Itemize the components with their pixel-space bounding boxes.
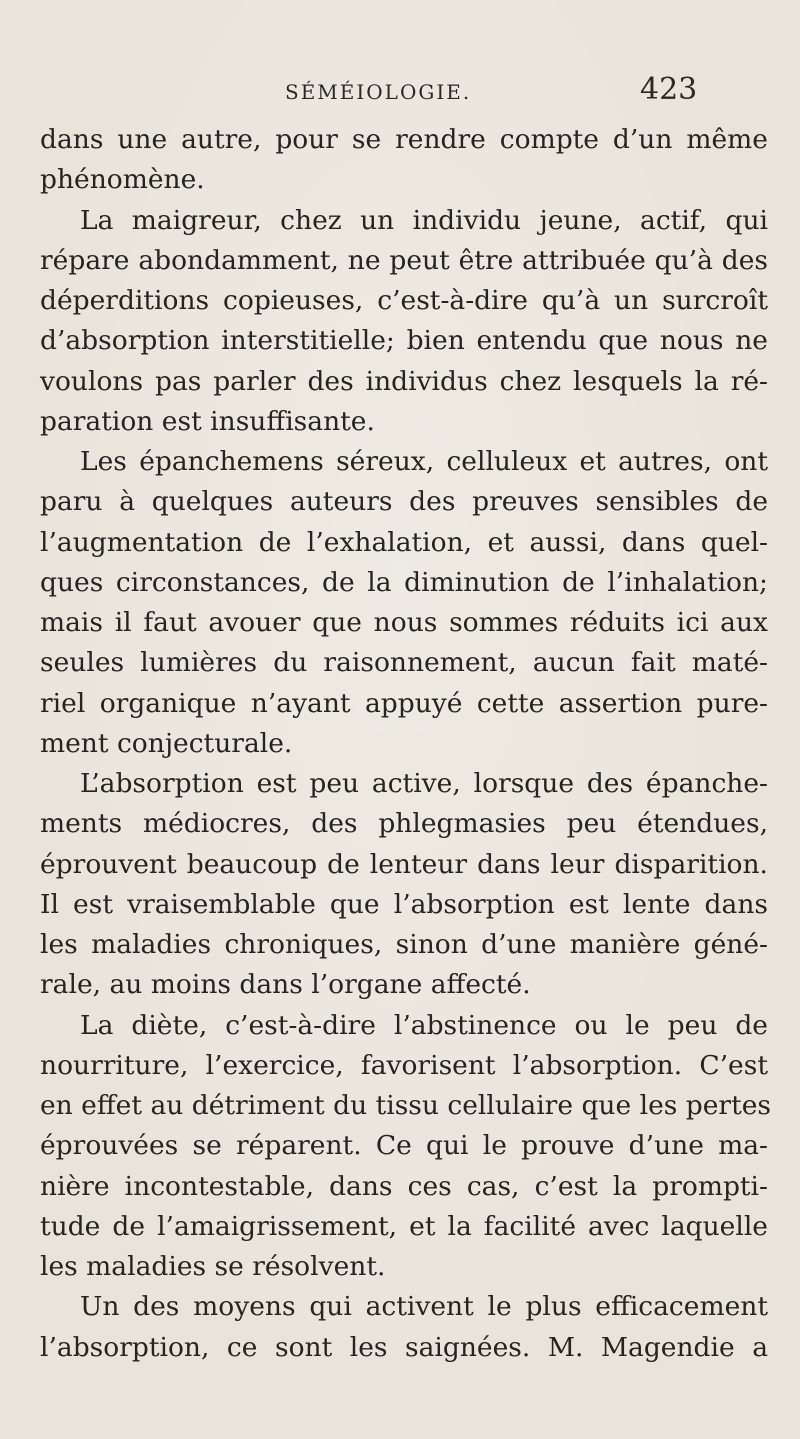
text-line: Les épanchemens séreux, celluleux et autres, ont: [80, 446, 768, 477]
text-line: tude de l’amaigrissement, et la facilité avec laquelle: [40, 1210, 768, 1242]
text-line: les maladies chroniques, sinon d’une manière géné-: [40, 929, 768, 960]
text-line: l’augmentation de l’exhalation, et aussi, dans quel-: [40, 526, 768, 558]
text-line: en effet au détriment du tissu cellulaire que les pertes: [40, 1090, 772, 1121]
text-line: mais il faut avouer que nous sommes réduits ici aux: [40, 607, 768, 638]
body-text: [40, 120, 772, 1368]
text-line: nourriture, l’exercice, favorisent l’absorption. C’est: [40, 1049, 768, 1081]
text-line: Il est vraisemblable que l’absorption est lente dans: [40, 888, 768, 920]
text-line: répare abondamment, ne peut être attribuée qu’à des: [40, 244, 768, 276]
text-line: éprouvent beaucoup de lenteur dans leur disparition.: [40, 848, 768, 880]
text-line: L’absorption est peu active, lorsque des épanche-: [80, 768, 768, 799]
text-line: éprouvées se réparent. Ce qui le prouve d’une ma-: [40, 1130, 768, 1162]
text-line: Un des moyens qui activent le plus efficacement: [80, 1291, 768, 1323]
text-line: La maigreur, chez un individu jeune, actif, qui: [80, 204, 768, 236]
text-line: l’absorption, ce sont les saignées. M. Magendie a: [40, 1331, 768, 1363]
text-line: paru à quelques auteurs des preuves sensibles de: [40, 486, 768, 518]
text-line: d’absorption interstitielle; bien entendu que nous ne: [40, 325, 768, 357]
text-line: seules lumières du raisonnement, aucun fait maté-: [40, 647, 768, 679]
text-line: paration est insuffisante.: [40, 405, 375, 437]
running-title: SÉMÉIOLOGIE.: [285, 80, 472, 104]
text-line: déperditions copieuses, c’est-à-dire qu’à un surcroît: [40, 285, 768, 316]
text-line: les maladies se résolvent.: [40, 1251, 386, 1282]
text-line: ques circonstances, de la diminution de l’inhalation;: [40, 566, 768, 598]
page-number: 423: [640, 72, 698, 107]
running-head: [0, 72, 800, 112]
text-line: nière incontestable, dans ces cas, c’est la prompti-: [40, 1170, 768, 1202]
text-line: phénomène.: [40, 164, 205, 196]
text-line: La diète, c’est-à-dire l’abstinence ou le peu de: [80, 1009, 768, 1041]
text-line: voulons pas parler des individus chez lesquels la ré-: [40, 365, 768, 397]
text-line: ment conjecturale.: [40, 727, 293, 759]
text-line: dans une autre, pour se rendre compte d’un même: [40, 124, 768, 155]
text-line: ments médiocres, des phlegmasies peu étendues,: [40, 808, 768, 840]
text-line: rale, au moins dans l’organe affecté.: [40, 969, 531, 1001]
text-line: riel organique n’ayant appuyé cette assertion pure-: [40, 687, 768, 719]
